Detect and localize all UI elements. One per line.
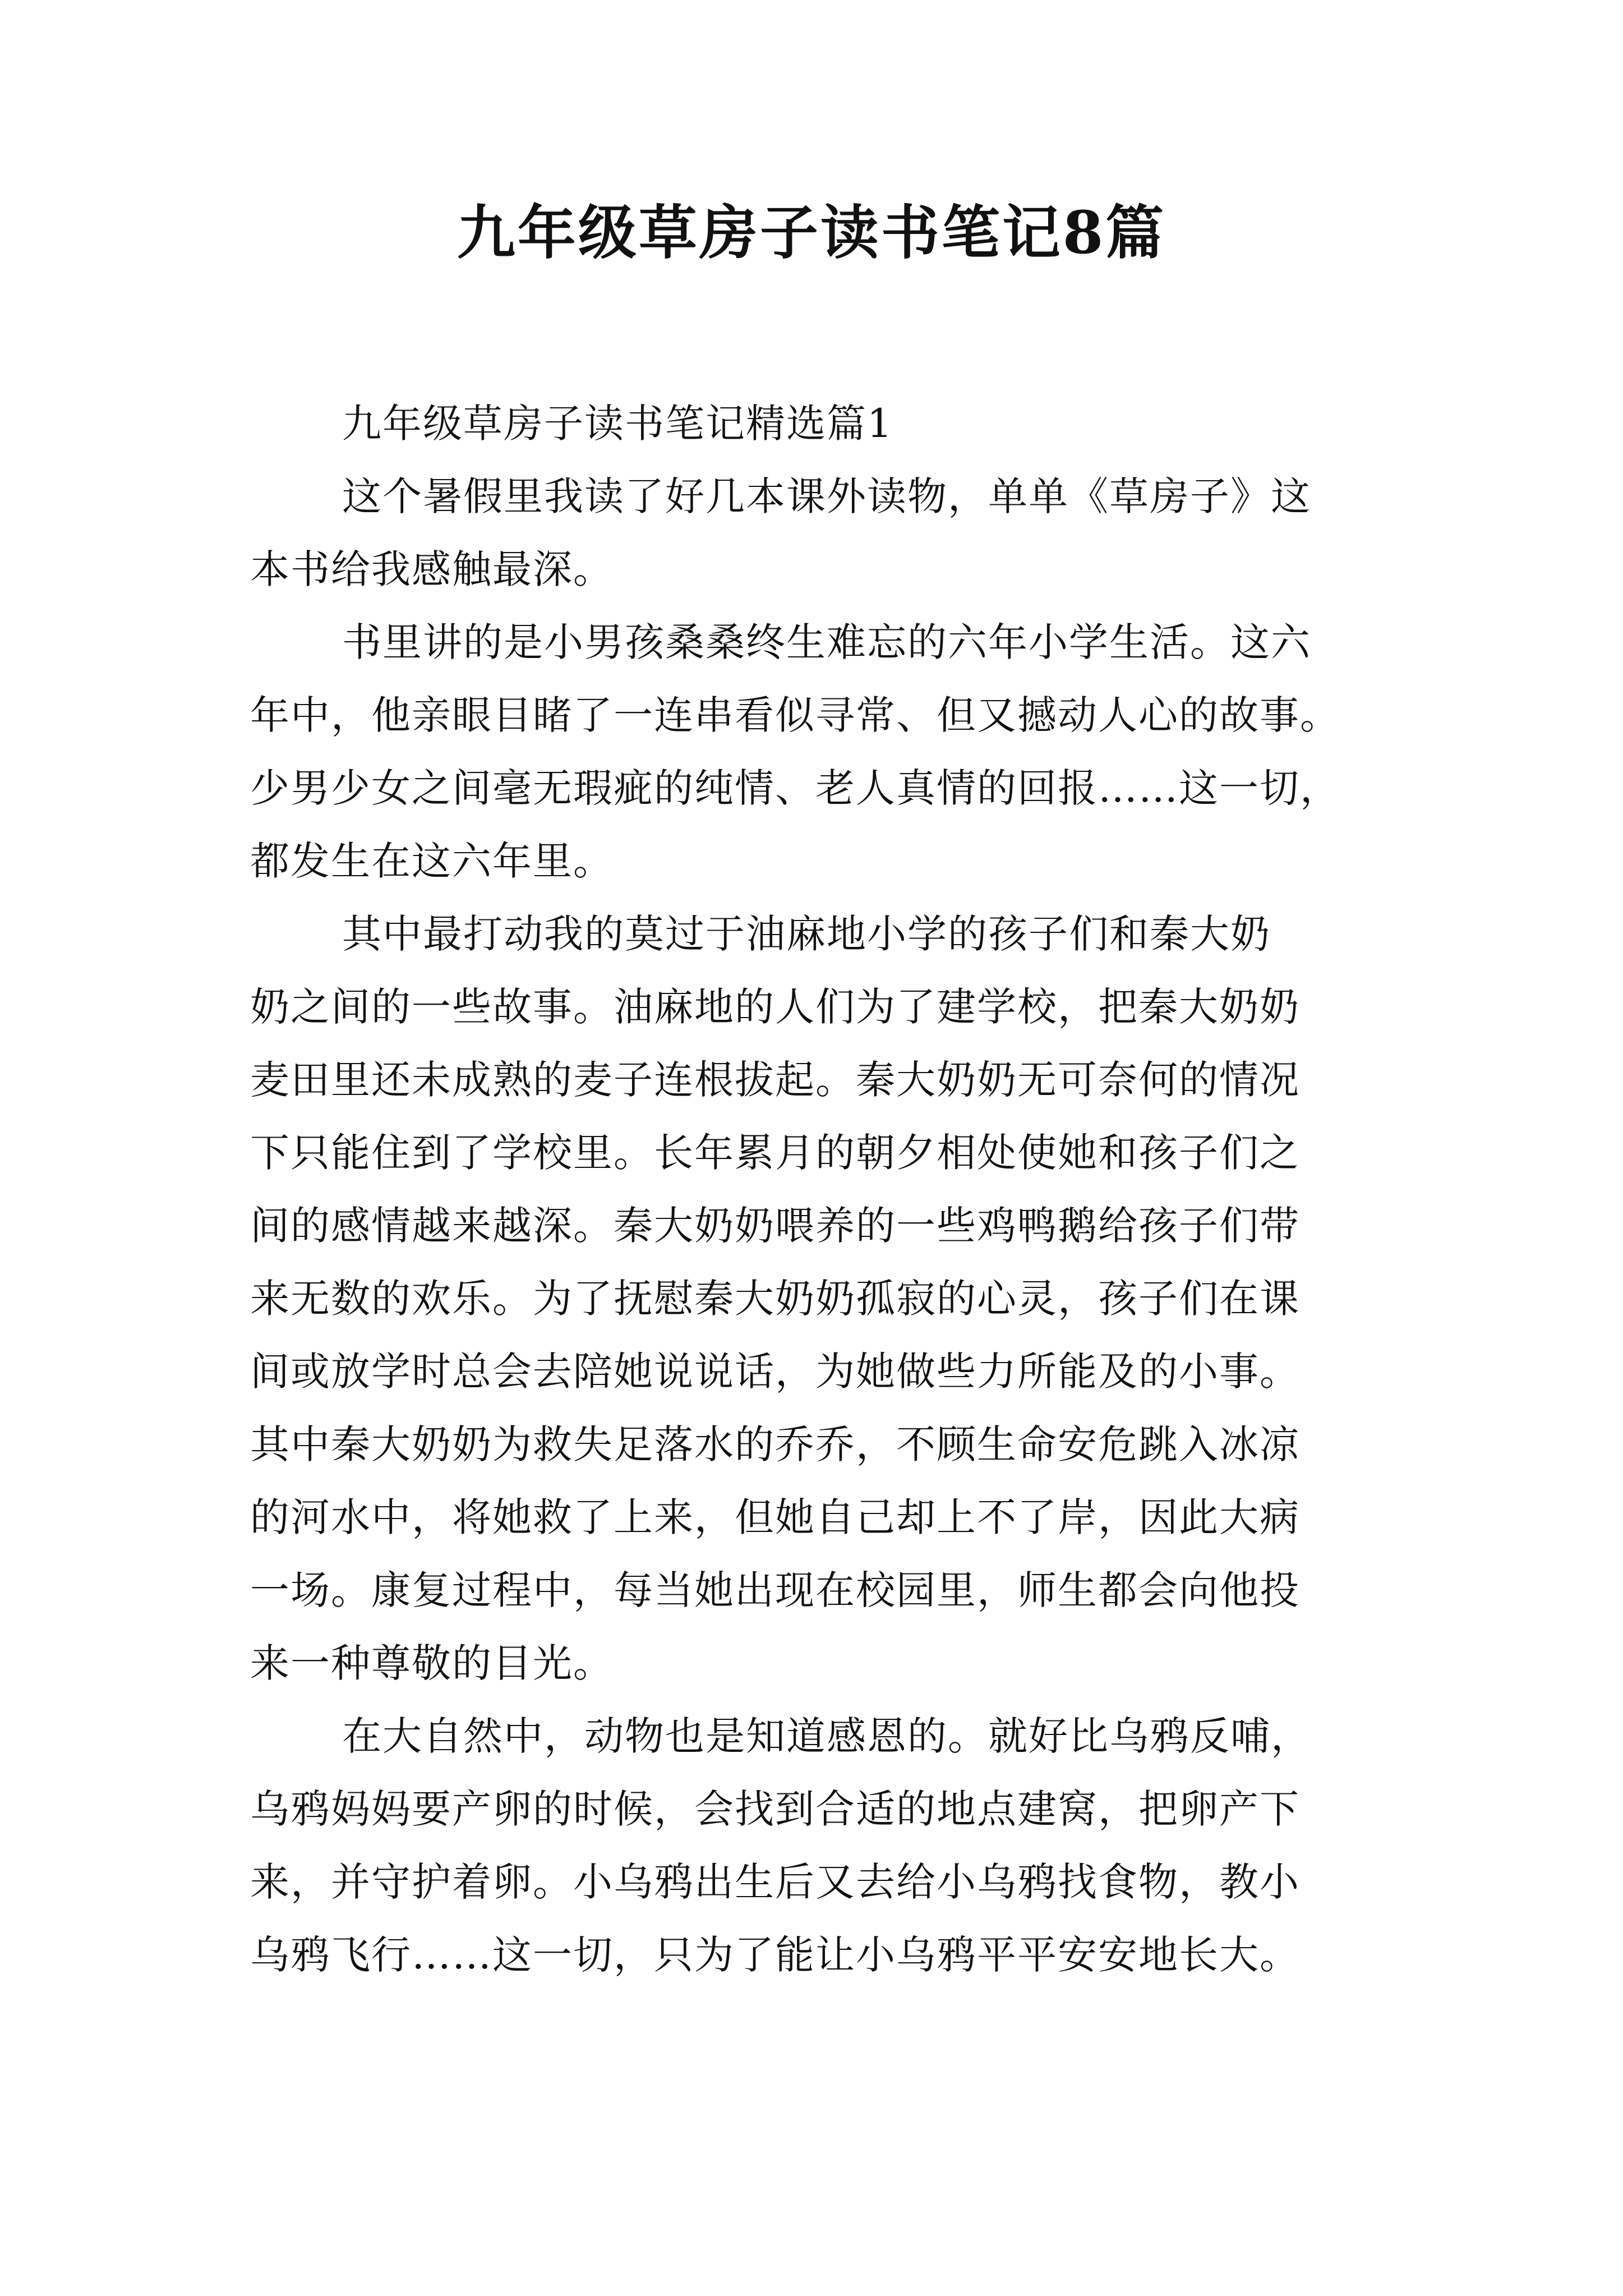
text-line: 年中，他亲眼目睹了一连串看似寻常、但又撼动人心的故事。 bbox=[250, 692, 1340, 738]
text-line: 其中秦大奶奶为救失足落水的乔乔，不顾生命安危跳入冰凉 bbox=[250, 1421, 1300, 1467]
document-body bbox=[250, 387, 1389, 1991]
text-line: 一场。康复过程中，每当她出现在校园里，师生都会向他投 bbox=[250, 1567, 1300, 1613]
paragraph-1 bbox=[250, 460, 1389, 606]
text-line: 其中最打动我的莫过于油麻地小学的孩子们和秦大奶 bbox=[342, 911, 1271, 957]
document-title: 九年级草房子读书笔记8篇 bbox=[457, 198, 1166, 267]
text-line: 书里讲的是小男孩桑桑终生难忘的六年小学生活。这六 bbox=[342, 619, 1311, 665]
text-line: 这个暑假里我读了好几本课外读物，单单《草房子》这 bbox=[342, 473, 1311, 519]
text-line: 少男少女之间毫无瑕疵的纯情、老人真情的回报……这一切， bbox=[250, 765, 1340, 811]
text-line: 来，并守护着卵。小乌鸦出生后又去给小乌鸦找食物，教小 bbox=[250, 1859, 1300, 1905]
text-line: 的河水中，将她救了上来，但她自己却上不了岸，因此大病 bbox=[250, 1494, 1300, 1540]
text-line: 乌鸦飞行……这一切，只为了能让小乌鸦平平安安地长大。 bbox=[250, 1932, 1300, 1978]
text-line: 下只能住到了学校里。长年累月的朝夕相处使她和孩子们之 bbox=[250, 1130, 1300, 1176]
text-line: 来无数的欢乐。为了抚慰秦大奶奶孤寂的心灵，孩子们在课 bbox=[250, 1276, 1300, 1322]
text-line: 在大自然中，动物也是知道感恩的。就好比乌鸦反哺， bbox=[342, 1713, 1311, 1759]
text-line: 来一种尊敬的目光。 bbox=[250, 1640, 614, 1686]
section-heading: 九年级草房子读书笔记精选篇1 bbox=[342, 401, 893, 447]
text-line: 乌鸦妈妈要产卵的时候，会找到合适的地点建窝，把卵产下 bbox=[250, 1786, 1300, 1832]
text-line: 本书给我感触最深。 bbox=[250, 546, 614, 592]
text-line: 奶之间的一些故事。油麻地的人们为了建学校，把秦大奶奶 bbox=[250, 984, 1300, 1030]
paragraph-3 bbox=[250, 898, 1389, 1700]
text-line: 间或放学时总会去陪她说说话，为她做些力所能及的小事。 bbox=[250, 1349, 1300, 1395]
paragraph-4 bbox=[250, 1700, 1389, 1991]
text-line: 麦田里还未成熟的麦子连根拔起。秦大奶奶无可奈何的情况 bbox=[250, 1057, 1300, 1103]
paragraph-2 bbox=[250, 606, 1389, 898]
text-line: 间的感情越来越深。秦大奶奶喂养的一些鸡鸭鹅给孩子们带 bbox=[250, 1203, 1300, 1249]
text-line: 都发生在这六年里。 bbox=[250, 838, 614, 884]
